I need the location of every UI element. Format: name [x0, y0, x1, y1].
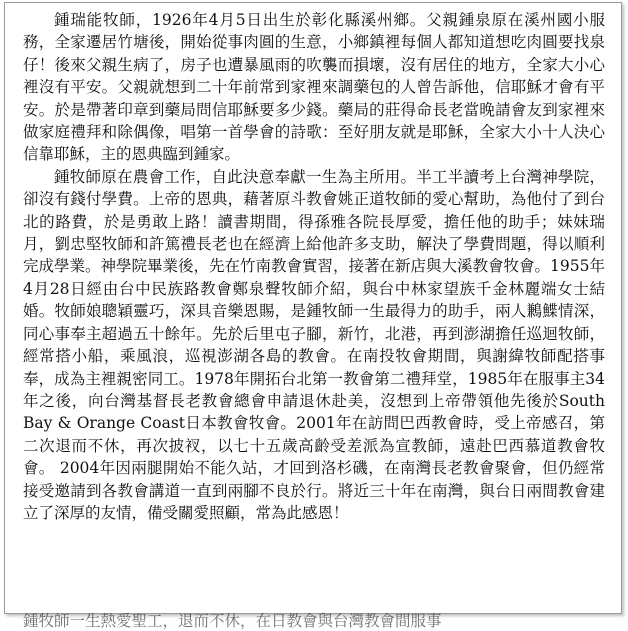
document-body	[23, 9, 605, 524]
paragraph-biography-early-life: 鍾瑞能牧師，1926年4月5日出生於彰化縣溪州鄉。父親鍾泉原在溪州國小服務，全家遷居竹塘後，開始從事肉圓的生意，小鄉鎮裡每個人都知道想吃肉圓要找泉仔！後來父親生病了，房子也遭暴風雨的吹襲而損壞，沒有居住的地方，全家大小心裡沒有平安。父親就想到二十年前常到家裡來調藥包的人曾告訴他，信耶穌才會有平安。於是帶著印章到藥局問信耶穌要多少錢。藥局的莊得命長老當晚請會友到家裡來做家庭禮拜和除偶像，唱第一首學會的詩歌：至好朋友就是耶穌，全家大小十人決心信靠耶穌，主的恩典臨到鍾家。	[23, 11, 605, 164]
cut-off-next-line: 鍾牧師一生熱愛聖工，退而不休，在日教會與台灣教會間服事	[23, 612, 442, 630]
document-frame	[4, 2, 622, 630]
paragraph-ministry-career: 鍾牧師原在農會工作，自此決意奉獻一生為主所用。半工半讀考上台灣神學院，卻沒有錢付學費。上帝的恩典，藉著原斗教會姚正道牧師的愛心幫助，為他付了到台北的路費，於是勇敢上路！讀書期間，得孫雅各院長厚愛，擔任他的助手；妹妹瑞月，劉忠堅牧師和許篤禮長老也在經濟上給他許多支助，解決了學費問題，得以順利完成學業。神學院畢業後，先在竹南教會實習，接著在新店與大溪教會牧會。1955年4月28日經由台中民族路教會鄭泉聲牧師介紹，與台中林家望族千金林麗端女士結婚。牧師娘聰穎靈巧，深具音樂恩賜，是鍾牧師一生最得力的助手，兩人鶼鰈情深，同心事奉主超過五十餘年。先於后里屯子腳，新竹，北港，再到澎湖擔任巡迴牧師，經常搭小船，乘風浪，巡視澎湖各島的教會。在南投牧會期間，與謝緯牧師配搭事奉，成為主裡親密同工。1978年開拓台北第一教會第二禮拜堂，1985年在服事主34年之後，向台灣基督長老教會總會申請退休赴美，沒想到上帝帶領他先後於South Bay & Orange Coast日本教會牧會。2001年在訪問巴西教會時，受上帝感召，第二次退而不休，再次披衩，以七十五歲高齡受差派為宣教師，遠赴巴西慕道教會牧會。 2004年因兩腿開始不能久站，才回到洛杉磯，在南灣長老教會聚會，但仍經常接受邀請到各教會講道一直到兩腳不良於行。將近三十年在南灣，與台日兩間教會建立了深厚的友情，備受關愛照顧，常為此感恩！	[23, 167, 605, 522]
